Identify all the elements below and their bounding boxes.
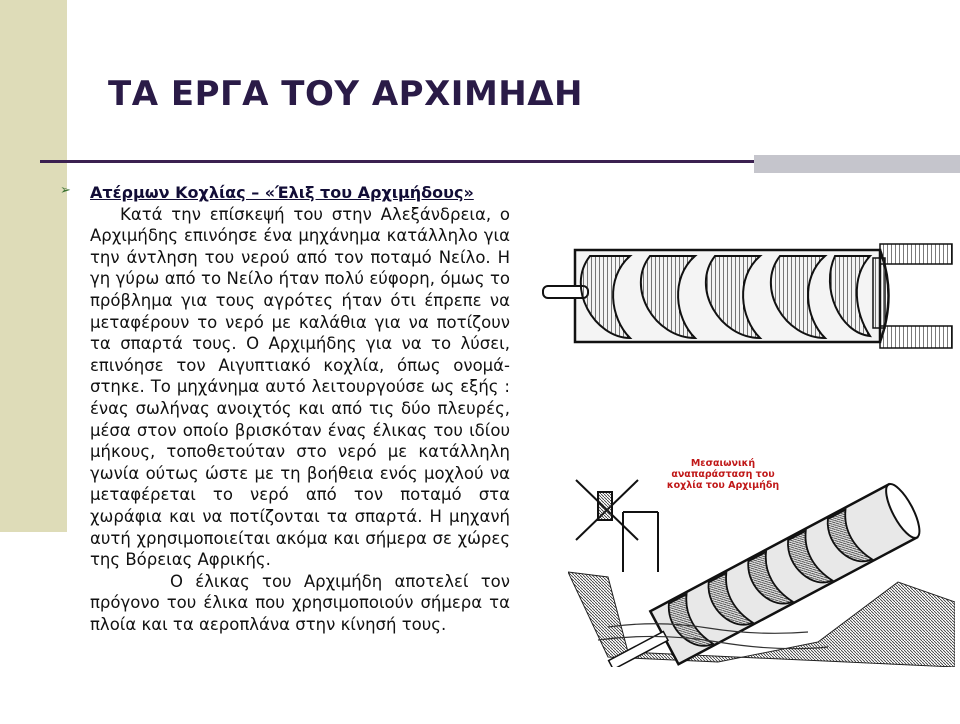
screw-tube-drawing: [535, 228, 955, 361]
section-heading: Ατέρμων Κοχλίας – «Έλιξ του Αρχιμήδους»: [90, 183, 474, 202]
slide-body: [90, 182, 510, 635]
title-rule-accent: [754, 155, 960, 173]
figure-caption: Μεσαιωνική αναπαράσταση του κοχλία του Αρχιμήδη: [666, 458, 780, 491]
slide-title: ΤΑ ΕΡΓΑ ΤΟΥ ΑΡΧΙΜΗΔΗ: [108, 74, 584, 114]
side-decor-band: [0, 0, 67, 532]
screw-tube-illustration: [535, 228, 955, 361]
body-paragraph-2: Ο έλικας του Αρχιμήδη αποτελεί τον πρόγονο του έλικα που χρησιμοποιούν σήμερα τα πλοία και τα αεροπλάνα στην κίνησή τους.: [90, 571, 510, 634]
arrow-bullet-icon: ➢: [60, 183, 71, 198]
body-paragraph-1: Κατά την επίσκεψή του στην Αλεξάνδρεια, ο Αρχιμήδης επινόησε ένα μηχάνημα κατάλληλο για την άντληση του νερού από τον ποταμό Νείλο. Η γη γύρω από το Νείλο ήταν πολύ εύφορη, όμως το πρόβλημα για τους αγρότες ήταν ότι έπρεπε να μεταφέρουν το νερό με καλάθια για να ποτίζουν τα σπαρτά τους. Ο Αρχιμήδης για να το λύσει, επινόησε τον Αιγυπτιακό κοχλία, όπως ονομά- στηκε. Το μηχάνημα αυτό λειτουργούσε ως εξής : ένας σωλήνας ανοιχτός και από τις δύο πλευρές, μέσα στον οποίο βρισκόταν ένας έλικας του ιδίου μήκους, τοποθετούταν στο νερό με κατάλληλη γωνία ούτως ώστε με τη βοήθεια ενός μοχλού να μεταφέρεται το νερό από τον ποταμό στα χωράφια και να ποτίζονται τα σπαρτά. Η μηχανή αυτή χρησιμοποιείται ακόμα και σήμερα σε χώρες της Βόρειας Αφρικής.: [90, 204, 510, 570]
medieval-screw-illustration: [568, 452, 955, 667]
